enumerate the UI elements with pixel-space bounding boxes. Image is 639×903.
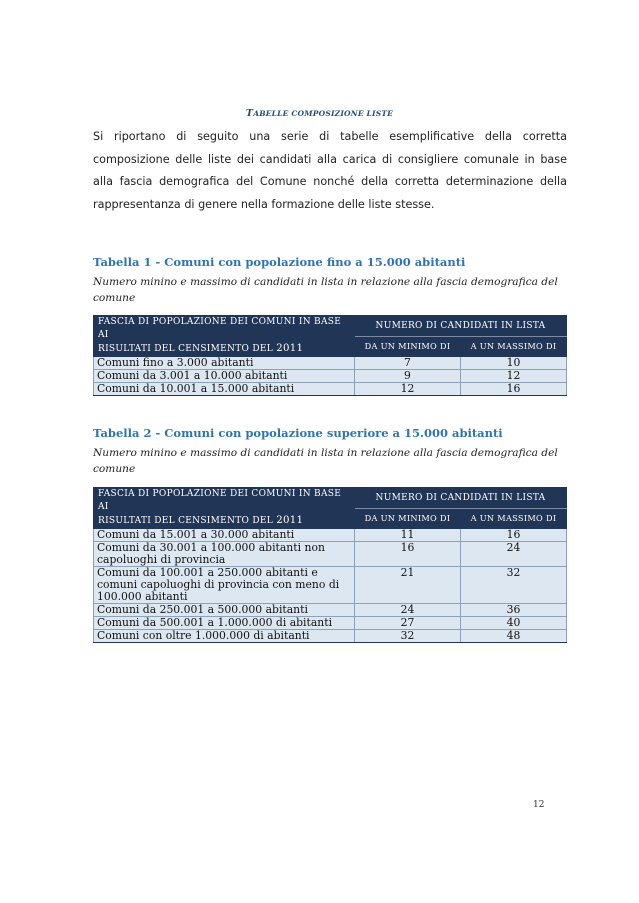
table2-header-fascia-line2: RISULTATI DEL CENSIMENTO DEL	[98, 516, 274, 526]
section-title-initial: T	[245, 108, 254, 119]
min-cell: 21	[355, 567, 461, 604]
fascia-cell: Comuni da 500.001 a 1.000.000 di abitanti	[94, 617, 355, 630]
intro-paragraph: Si riportano di seguito una serie di tabelle esemplificative della corretta composizione delle liste dei candidati alla carica di consigliere comunale in base alla fascia demografica del Comune nonché della corretta determinazione della rappresentanza di genere nella formazione delle liste stesse.	[93, 130, 567, 211]
table-row	[94, 542, 567, 567]
min-cell: 24	[355, 604, 461, 617]
min-cell: 32	[355, 630, 461, 643]
table2-header-numero: NUMERO DI CANDIDATI IN LISTA	[355, 488, 567, 509]
table2-caption: Numero minino e massimo di candidati in lista in relazione alla fascia demografica del comune	[93, 447, 558, 475]
table-row	[94, 567, 567, 604]
fascia-cell: Comuni da 30.001 a 100.000 abitanti non capoluoghi di provincia	[94, 542, 355, 567]
max-cell: 10	[460, 357, 566, 370]
table-row	[94, 383, 567, 396]
max-cell: 16	[460, 529, 566, 542]
min-cell: 7	[355, 357, 461, 370]
table1-heading: Tabella 1 - Comuni con popolazione fino a 15.000 abitanti	[93, 255, 466, 269]
max-cell: 32	[460, 567, 566, 604]
table-row	[94, 617, 567, 630]
min-cell: 27	[355, 617, 461, 630]
table1-header-numero: NUMERO DI CANDIDATI IN LISTA	[355, 316, 567, 337]
table-row	[94, 357, 567, 370]
table1-header-fascia	[94, 316, 355, 357]
min-cell: 11	[355, 529, 461, 542]
max-cell: 36	[460, 604, 566, 617]
table1-header-max: A UN MASSIMO DI	[460, 336, 566, 357]
section-title-rest: ABELLE COMPOSIZIONE LISTE	[253, 109, 394, 118]
table-row	[94, 604, 567, 617]
min-cell: 12	[355, 383, 461, 396]
table2-header-min: DA UN MINIMO DI	[355, 508, 461, 529]
table1-header-fascia-line1: FASCIA DI POPOLAZIONE DEI COMUNI IN BASE AI	[98, 317, 342, 340]
max-cell: 24	[460, 542, 566, 567]
table1-header-min: DA UN MINIMO DI	[355, 336, 461, 357]
table1-header-year: 2011	[276, 343, 304, 354]
max-cell: 12	[460, 370, 566, 383]
fascia-cell: Comuni da 100.001 a 250.000 abitanti e comuni capoluoghi di provincia con meno di 100.000 abitanti	[94, 567, 355, 604]
fascia-cell: Comuni da 15.001 a 30.000 abitanti	[94, 529, 355, 542]
table2	[93, 487, 567, 643]
table2-header-fascia-line1: FASCIA DI POPOLAZIONE DEI COMUNI IN BASE AI	[98, 489, 342, 512]
table2-header-year: 2011	[276, 515, 304, 526]
table2-heading: Tabella 2 - Comuni con popolazione superiore a 15.000 abitanti	[93, 426, 503, 440]
max-cell: 40	[460, 617, 566, 630]
table2-header-fascia	[94, 488, 355, 529]
page-number: 12	[533, 800, 545, 810]
table-row	[94, 630, 567, 643]
table2-header-max: A UN MASSIMO DI	[460, 508, 566, 529]
fascia-cell: Comuni da 250.001 a 500.000 abitanti	[94, 604, 355, 617]
table1	[93, 315, 567, 396]
min-cell: 16	[355, 542, 461, 567]
max-cell: 48	[460, 630, 566, 643]
fascia-cell: Comuni con oltre 1.000.000 di abitanti	[94, 630, 355, 643]
min-cell: 9	[355, 370, 461, 383]
table-row	[94, 529, 567, 542]
max-cell: 16	[460, 383, 566, 396]
fascia-cell: Comuni da 10.001 a 15.000 abitanti	[94, 383, 355, 396]
table1-caption: Numero minino e massimo di candidati in lista in relazione alla fascia demografica del comune	[93, 276, 558, 304]
table-row	[94, 370, 567, 383]
fascia-cell: Comuni fino a 3.000 abitanti	[94, 357, 355, 370]
fascia-cell: Comuni da 3.001 a 10.000 abitanti	[94, 370, 355, 383]
section-title	[0, 108, 639, 119]
table1-header-fascia-line2: RISULTATI DEL CENSIMENTO DEL	[98, 344, 274, 354]
